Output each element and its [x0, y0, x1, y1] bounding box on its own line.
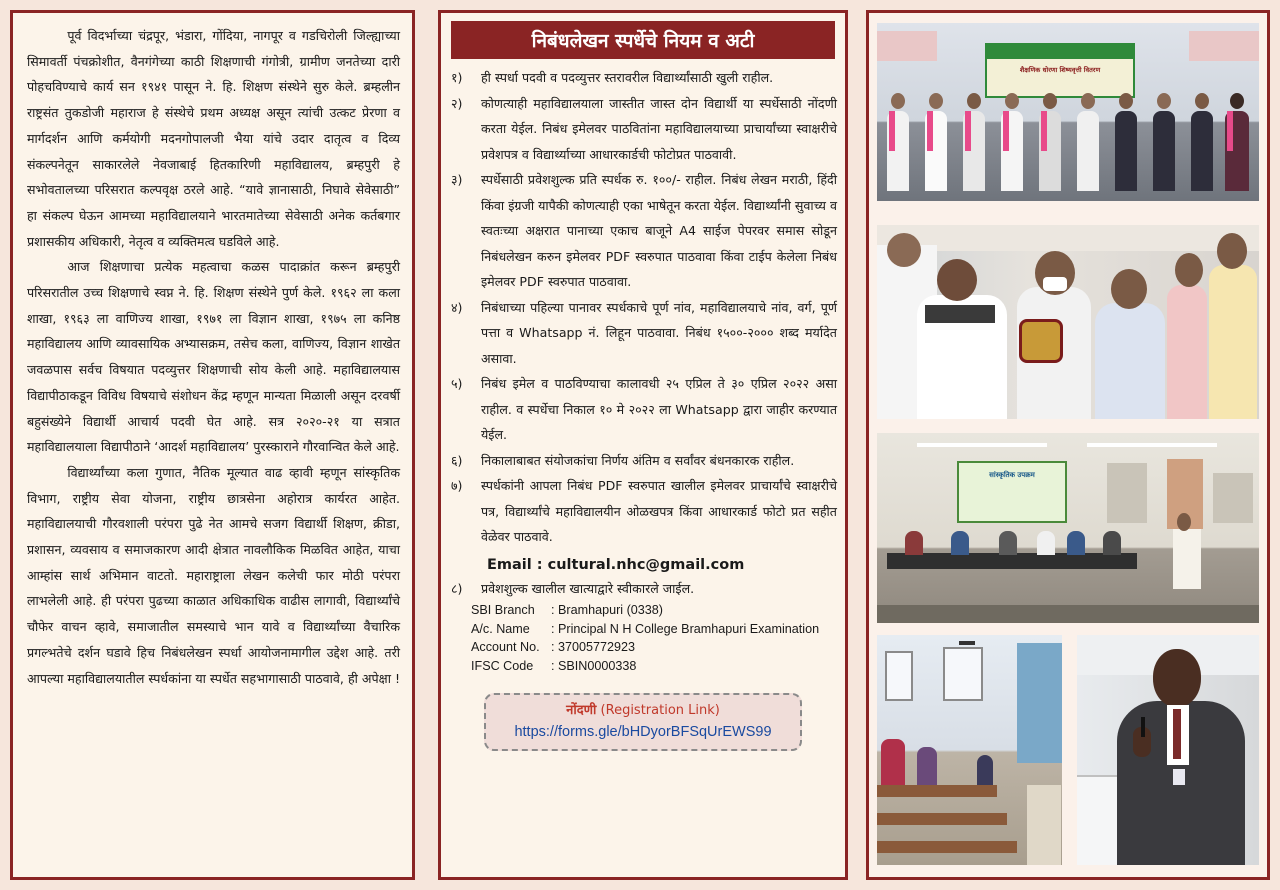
- rule-item: [449, 167, 837, 295]
- rule-number: ५): [451, 376, 463, 391]
- registration-label: [490, 701, 796, 721]
- stage-banner: [985, 43, 1135, 98]
- intro-panel: [10, 10, 415, 880]
- registration-label-en: (Registration Link): [600, 703, 720, 718]
- rule-number: १): [451, 70, 463, 85]
- photo-cultural-event: [877, 433, 1259, 623]
- rules-title: निबंधलेखन स्पर्धेचे नियम व अटी: [451, 21, 835, 59]
- photos-panel: [866, 10, 1270, 880]
- registration-label-mr: नोंदणी: [566, 703, 597, 718]
- rule-text: ही स्पर्धा पदवी व पदव्युत्तर स्तरावरील विद्यार्थ्यांसाठी खुली राहील.: [481, 70, 774, 85]
- event-banner: [957, 461, 1067, 523]
- rule-number: ७): [451, 478, 463, 493]
- rule-item: [449, 576, 837, 602]
- photo-stage-felicitation: [877, 23, 1259, 201]
- photo-exam-hall: [877, 635, 1062, 865]
- rules-panel: [438, 10, 848, 880]
- rule-text: स्पर्धकांनी आपला निबंध PDF स्वरुपात खालील इमेलवर प्राचार्यांचे स्वाक्षरीचे पत्र, विद्यार्थ्यांचे महाविद्यालयीन ओळखपत्र किंवा आधारकार्ड फोटो प्रत सहीत वेळेवर पाठवावे.: [481, 478, 837, 544]
- bank-key: SBI Branch: [471, 603, 535, 617]
- stage-banner-text: शैक्षणिक धोरणा शिष्यवृत्ती वितरण: [1019, 66, 1101, 74]
- rule-item: [449, 65, 837, 91]
- bank-value: : Bramhapuri (0338): [551, 603, 663, 617]
- bank-row: [471, 657, 837, 676]
- photo-award-closeup: [877, 225, 1259, 419]
- registration-link[interactable]: https://forms.gle/bHDyorBFSqUrEWS99: [514, 724, 772, 740]
- rule-number: ६): [451, 452, 463, 468]
- rule-text: निबंध इमेल व पाठविण्याचा कालावधी २५ एप्रिल ते ३० एप्रिल २०२२ असा राहील. व स्पर्धेचा निकाल १० मे २०२२ ला Whatsapp द्वारा जाहीर करण्यात येईल.: [481, 376, 837, 442]
- intro-paragraph-1: पूर्व विदर्भाच्या चंद्रपूर, भंडारा, गोंदिया, नागपूर व गडचिरोली जिल्ह्याच्या सिमावर्ती पंचक्रोशीत, वैनगंगेच्या काठी शिक्षणाची गंगोत्री, ग्रामीण जनतेच्या दारी पोहचविण्याचे कार्य सन १९४१ पासून ने. हि. शिक्षण संस्थेने सुरु केले. ब्रम्हलीन राष्ट्रसंत तुकडोजी महाराज हे संस्थेचे प्रथम अध्यक्ष असून त्यांची उत्कट प्रेरणा व मार्गदर्शन आणि कर्मयोगी मदनगोपालजी भैया यांचे उदार दातृत्व व दिव्य संकल्पनेतून साकारलेले नेवजाबाई हितकारिणी महाविद्यालय, ब्रम्हपुरी हे सभोवतालच्या परिसरात कल्पवृक्ष ठरले आहे. “यावे ज्ञानासाठी, निघावे सेवेसाठी” हा संकल्प घेऊन आमच्या महाविद्यालयाने भारतमातेच्या सेवेसाठी अनेक कर्तबगार प्रशासकीय अधिकारी, नेतृत्व व व्यक्तिमत्व घडविले आहे.: [27, 28, 400, 249]
- rule-item: [449, 448, 837, 474]
- rule-item: [449, 91, 837, 168]
- event-banner-text: सांस्कृतिक उपक्रम: [989, 471, 1035, 479]
- rule-item: [449, 295, 837, 372]
- bank-row: [471, 601, 837, 620]
- bank-row: [471, 638, 837, 657]
- registration-box: [484, 693, 802, 751]
- rule-item: [449, 371, 837, 448]
- contact-email[interactable]: Email : cultural.nhc@gmail.com: [487, 556, 745, 573]
- rule-text: कोणत्याही महाविद्यालयाला जास्तीत जास्त दोन विद्यार्थी या स्पर्धेसाठी नोंदणी करता येईल. निबंध इमेलवर पाठवितांना महाविद्यालयाच्या प्राचार्यांच्या स्वाक्षरीचे प्रवेशपत्र व विद्यार्थ्याच्या आधारकार्डची फोटोप्रत पाठवावी.: [481, 95, 837, 162]
- rule-text: निबंधाच्या पहिल्या पानावर स्पर्धकाचे पूर्ण नांव, महाविद्यालयाचे नांव, वर्ग, पूर्ण पत्ता व Whatsapp नं. लिहून पाठवावा. निबंध १५००-२००० शब्द मर्यादेत असावा.: [481, 299, 837, 366]
- bank-details: [471, 601, 837, 675]
- rule-number: ४): [451, 299, 463, 315]
- rule-number: ८): [451, 580, 463, 596]
- bank-value: : SBIN0000338: [551, 658, 637, 673]
- bank-row: [471, 620, 837, 639]
- rule-text: प्रवेशशुल्क खालील खात्याद्वारे स्वीकारले जाईल.: [481, 580, 695, 596]
- rule-number: ३): [451, 172, 463, 187]
- rule-text: निकालाबाबत संयोजकांचा निर्णय अंतिम व सर्वांवर बंधनकारक राहील.: [481, 452, 795, 468]
- bank-value: : Principal N H College Bramhapuri Examination: [551, 621, 820, 636]
- bank-value: : 37005772923: [551, 640, 636, 654]
- photo-speaker: [1077, 635, 1259, 865]
- rule-item: [449, 473, 837, 550]
- rule-number: २): [451, 95, 463, 111]
- intro-paragraph-3: विद्यार्थ्यांच्या कला गुणात, नैतिक मूल्यात वाढ व्हावी म्हणून सांस्कृतिक विभाग, राष्ट्रीय सेवा योजना, राष्ट्रीय छात्रसेना अहोरात्र कार्यरत आहेत. महाविद्यालयाची गौरवशाली परंपरा पुढे नेत आमचे सजग विद्यार्थी शिक्षण, क्रीडा, प्रशासन, व्यवसाय व समाजकारण आदी क्षेत्रात नावलौकिक मिळवित आहेत, याचा आम्हांस सार्थ अभिमान वाटतो. महाराष्ट्राला लेखन कलेची फार मोठी परंपरा लाभलेली आहे. ही परंपरा पुढच्या काळात अधिकाधिक वाढीस लागावी, विद्यार्थ्यांचे चौफेर वाचन व्हावे, समाजातील समस्याचे भान यावे व विद्यार्थ्यांच्या वैचारिक प्रगल्भतेचे दर्शन घडावे हिच निबंधलेखन स्पर्धा आयोजनामागील उद्देश आहे. तरी आपल्या महाविद्यालयातील स्पर्धकांना या स्पर्धेत सहभागासाठी पाठवावे, ही अपेक्षा !: [27, 464, 401, 686]
- bank-key: Account No.: [471, 640, 540, 654]
- rule-text: स्पर्धेसाठी प्रवेशशुल्क प्रति स्पर्धक रु. १००/- राहील. निबंध लेखन मराठी, हिंदी किंवा इंग्रजी यापैकी कोणत्याही एका भाषेतून करता येईल. विद्यार्थ्यांनी सुवाच्य व स्वतःच्या अक्षरात पानाच्या एकाच बाजूने A4 साईज पेपरवर समास सोडून निबंधलेखन करुन इमेलवर PDF स्वरुपात पाठवावा किंवा टाईप केलेला निबंध इमेलवर PDF स्वरुपात पाठवावा.: [481, 172, 837, 289]
- intro-paragraph-2: आज शिक्षणाचा प्रत्येक महत्वाचा कळस पादाक्रांत करून ब्रम्हपुरी परिसरातील उच्च शिक्षणाचे स्वप्न ने. हि. शिक्षण संस्थेने पुर्ण केले. १९६२ ला कला शाखा, १९६३ ला वाणिज्य शाखा, १९७१ ला विज्ञान शाखा, १९७५ ला कनिष्ठ महाविद्यालय आणि व्यावसायिक अभ्यासक्रम, तसेच कला, वाणिज्य, विज्ञान शाखेत जवळपास सर्वच विषयात पदव्युत्तर शिक्षणाची सोय केली आहे. महाविद्यालयास विद्यापीठाकडून विविध विषयाचे संशोधन केंद्र म्हणून मान्यता मिळाली असून दरवर्षी बहुसंख्येने विद्यार्थी आचार्य पदवी घेत आहे. सत्र २०२०-२१ या सत्रात महाविद्यालयाला विद्यापीठाने ‘आदर्श महाविद्यालय’ पुरस्काराने गौरवान्वित केले आहे.: [27, 259, 400, 455]
- bank-key: A/c. Name: [471, 621, 530, 636]
- bank-key: IFSC Code: [471, 658, 534, 673]
